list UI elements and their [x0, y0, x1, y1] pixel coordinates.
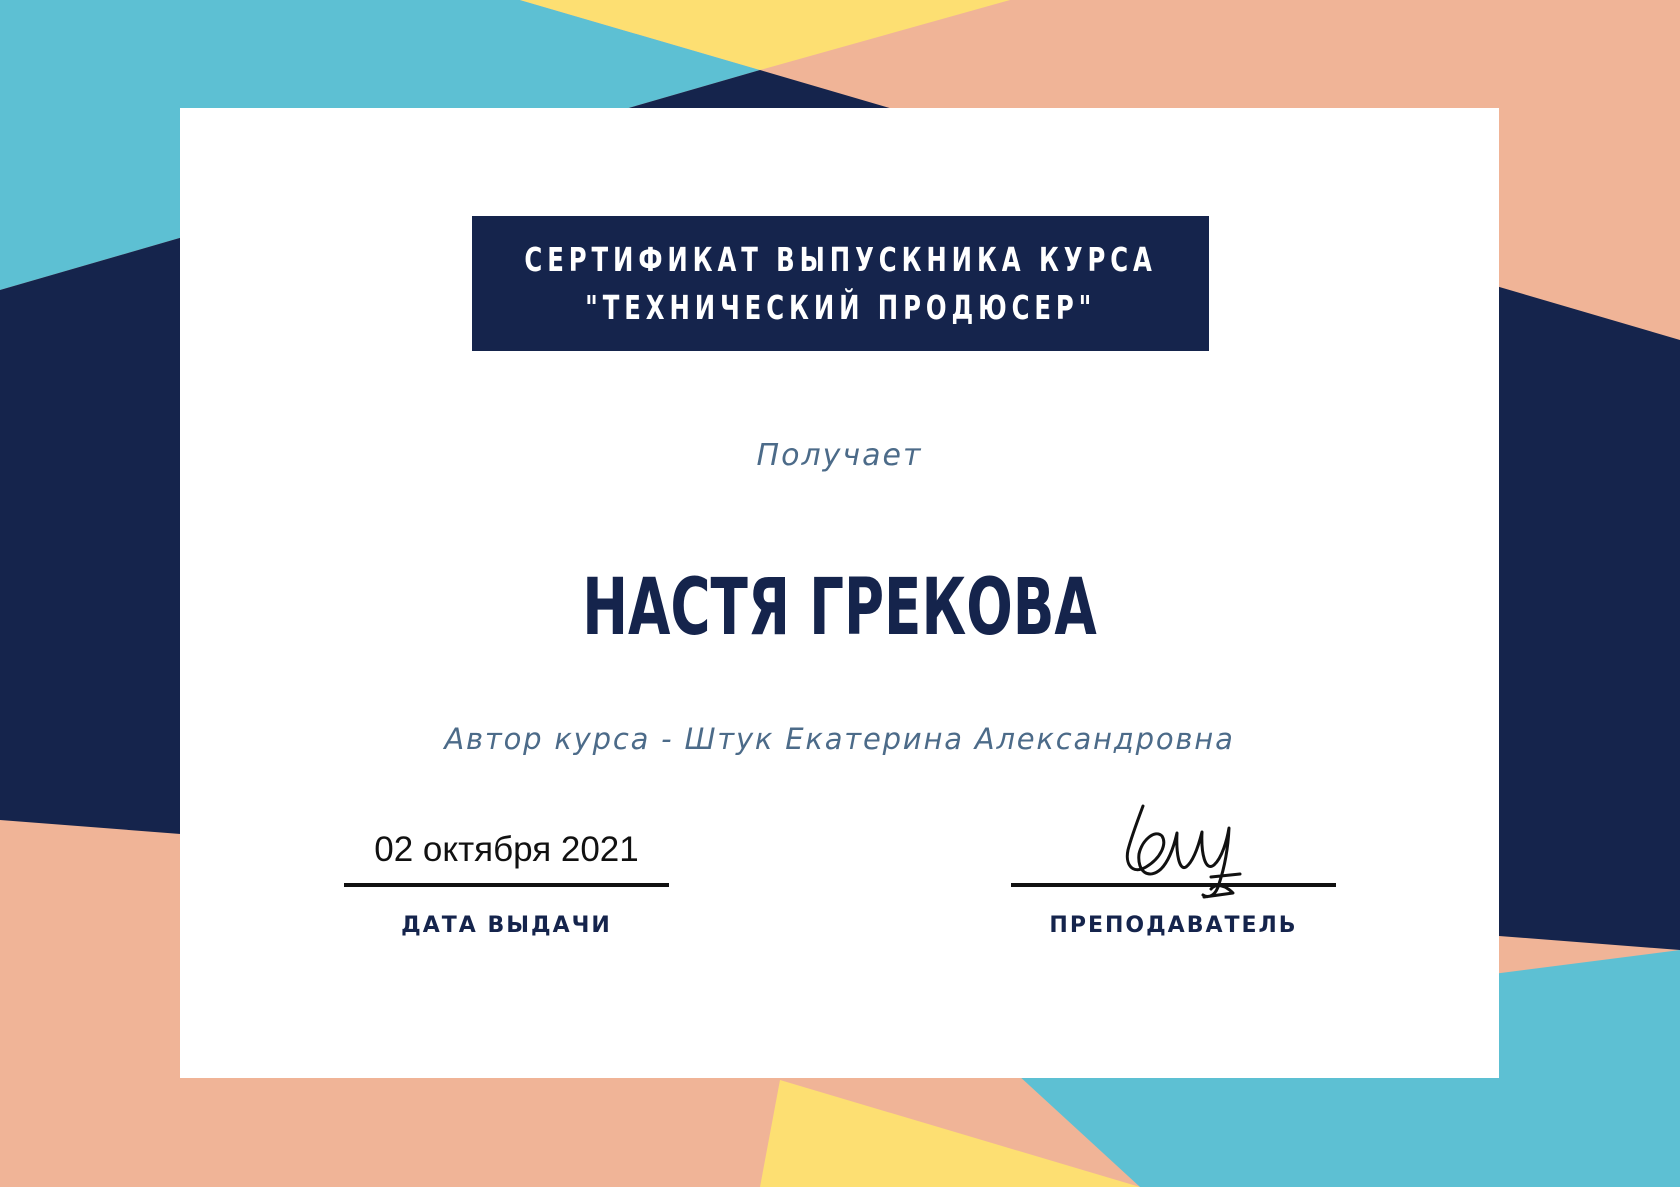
course-author-line: Автор курса - Штук Екатерина Александровна	[444, 722, 1235, 756]
certificate-title-line-1: СЕРТИФИКАТ ВЫПУСКНИКА КУРСА	[524, 239, 1157, 279]
issue-date-value: 02 октября 2021	[374, 830, 639, 869]
issue-date-line	[344, 883, 669, 887]
teacher-caption: ПРЕПОДАВАТЕЛЬ	[1049, 913, 1298, 938]
teacher-signature-icon	[1110, 798, 1250, 903]
certificate-title-line-2: "ТЕХНИЧЕСКИЙ ПРОДЮСЕР"	[584, 287, 1097, 327]
issue-date-caption: ДАТА ВЫДАЧИ	[401, 913, 612, 938]
receives-label: Получает	[756, 438, 923, 473]
recipient-name: НАСТЯ ГРЕКОВА	[582, 563, 1097, 653]
certificate-title-banner	[472, 216, 1209, 351]
teacher-signature-line	[1011, 883, 1336, 887]
certificate-card	[180, 108, 1499, 1078]
